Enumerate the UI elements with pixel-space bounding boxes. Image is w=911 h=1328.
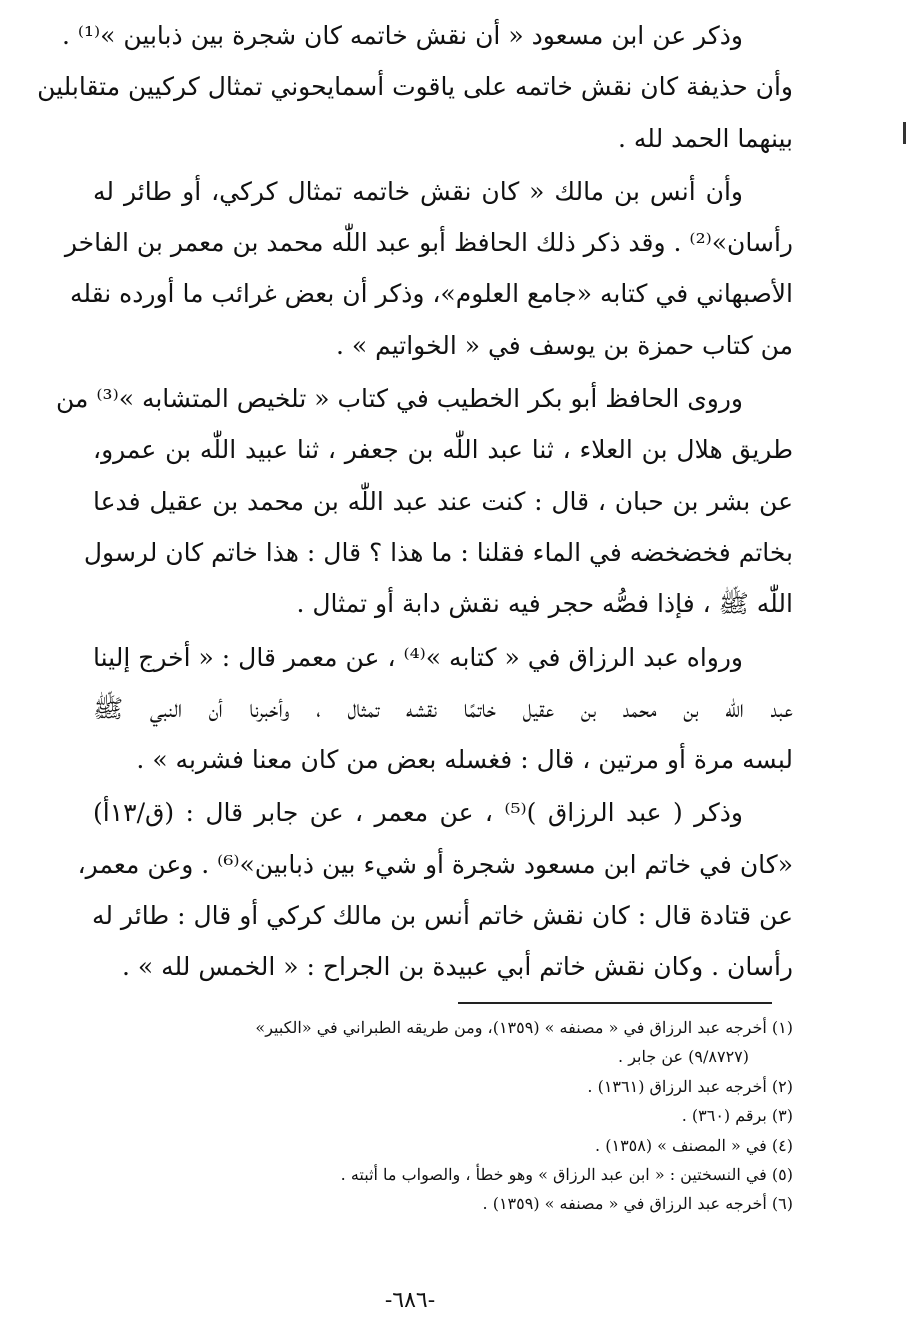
text-line: اللّٰه ﷺ ، فإذا فصُّه حجر فيه نقش دابة أو تمثال . [296,589,793,619]
margin-mark [903,122,906,144]
text-line: وذكر ( عبد الرزاق )⁽⁵⁾ ، عن معمر ، عن جابر قال : (ق/١٣أ) [93,798,743,828]
text-line: رأسان»⁽²⁾ . وقد ذكر ذلك الحافظ أبو عبد اللّٰه محمد بن معمر بن الفاخر [64,228,793,258]
footnote-2: (٢) أخرجه عبد الرزاق (١٣٦١) . [587,1076,793,1096]
footnote-4: (٤) في « المصنف » (١٣٥٨) . [595,1135,793,1155]
text-line: بينهما الحمد لله . [618,123,793,153]
paragraph-1 [37,10,793,164]
footnote-3: (٣) برقم (٣٦٠) . [681,1106,793,1126]
text-line: رأسان . وكان نقش خاتم أبي عبيدة بن الجراح : « الخمس لله » . [121,952,793,982]
text-line: «كان في خاتم ابن مسعود شجرة أو شيء بين ذبابين»⁽⁶⁾ . وعن معمر، [77,849,793,879]
footnote-5: (٥) في النسختين : « ابن عبد الرزاق » وهو خطأ ، والصواب ما أثبته . [340,1164,793,1184]
text-line: وذكر عن ابن مسعود « أن نقش خاتمه كان شجرة بين ذبابين »⁽¹⁾ . [61,21,743,50]
text-line: وأن حذيفة كان نقش خاتمه على ياقوت أسمايحوني تمثال كركيين متقابلين [37,72,793,102]
text-line: ورواه عبد الرزاق في « كتابه »⁽⁴⁾ ، عن معمر قال : « أخرج إلينا [93,642,743,672]
paragraph-3 [56,373,793,629]
footnotes [93,1013,793,1219]
footnote-1-continued: (٩/٨٧٢٧) عن جابر . [618,1047,749,1067]
text-line: وروى الحافظ أبو بكر الخطيب في كتاب « تلخيص المتشابه »⁽³⁾ من [56,384,743,414]
footnote-6: (٦) أخرجه عبد الرزاق في « مصنفه » (١٣٥٩) . [482,1194,793,1214]
text-line: عن قتادة قال : كان نقش خاتم أنس بن مالك كركي أو قال : طائر له [91,901,793,931]
paragraph-2 [64,166,793,371]
paragraph-4 [93,632,793,786]
text-line: عن بشر بن حبان ، قال : كنت عند عبد اللّٰه بن محمد بن عقيل فدعا [93,486,793,516]
footnote-1: (١) أخرجه عبد الرزاق في « مصنفه » (١٣٥٩)، ومن طريقه الطبراني في «الكبير» [255,1018,793,1037]
text-line: الأصبهاني في كتابه «جامع العلوم»، وذكر أن بعض غرائب ما أورده نقله [69,279,793,309]
paragraph-5 [77,787,793,992]
text-line: عبد اللّٰه بن محمد بن عقيل خاتمًا نقشه تمثال ، وأخبرنا أن النبي ﷺ [93,693,793,723]
footnote-separator [458,1002,772,1004]
main-text [37,10,793,993]
text-line: لبسه مرة أو مرتين ، قال : فغسله بعض من كان معنا فشربه » . [136,745,793,775]
text-line: من كتاب حمزة بن يوسف في « الخواتيم » . [335,330,793,360]
text-line: وأن أنس بن مالك « كان نقش خاتمه تمثال كركي، أو طائر له [93,176,743,206]
text-line: بخاتم فخضخضه في الماء فقلنا : ما هذا ؟ قال : هذا خاتم كان لرسول [83,537,793,567]
text-line: طريق هلال بن العلاء ، ثنا عبد اللّٰه بن جعفر ، ثنا عبيد اللّٰه بن عمرو، [93,435,793,465]
page-number: -٦٨٦- [384,1288,436,1313]
